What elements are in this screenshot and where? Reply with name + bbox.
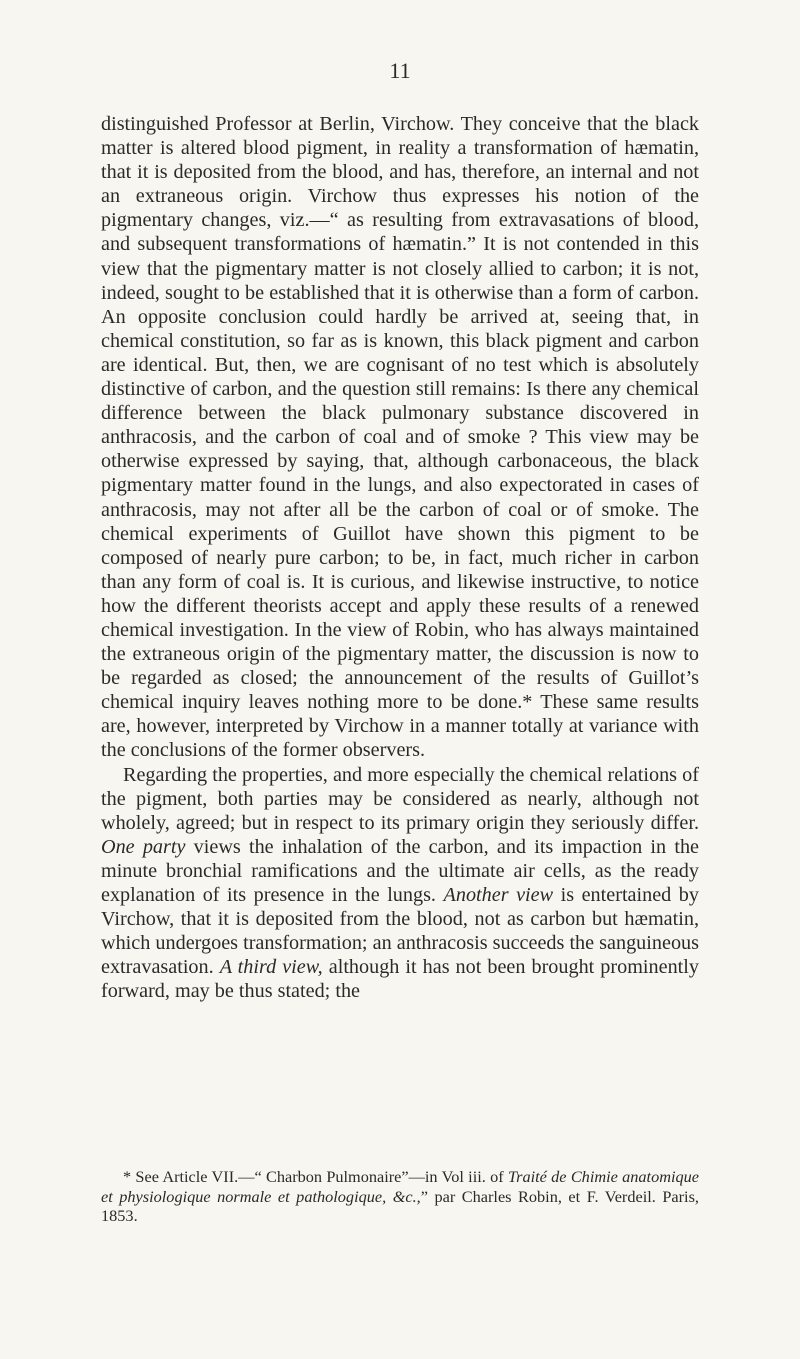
body-text [101, 112, 699, 1003]
footnote-lead: * See Article VII.—“ Charbon Pulmonaire”—in Vol iii. of [123, 1167, 504, 1186]
third-view-text: although it has not been brought prominently forward, may be thus stated; the [101, 956, 699, 1003]
footnote [101, 1167, 699, 1226]
paragraph-2-intro: Regarding the properties, and more especially the chemical relations of the pigment, both parties may be considered as nearly, although not wholely, agreed; but in respect to its primary origin they seriously differ. [101, 763, 699, 834]
footnote-tail: ” par Charles Robin, et F. Verdeil. Paris, 1853. [101, 1186, 699, 1225]
one-party-text: views the inhalation of the carbon, and its impaction in the minute bronchial ramifications and the ultimate air cells, as the ready explanation of its presence in the lungs. [101, 835, 699, 906]
paragraph-2 [101, 763, 699, 1004]
paragraph-1: distinguished Professor at Berlin, Virchow. They conceive that the black matter is altered blood pigment, in reality a transformation of hæmatin, that it is deposited from the blood, and has, therefore, an internal and not an extraneous origin. Virchow thus expresses his notion of the pigmentary changes, viz.—“ as resulting from extravasations of blood, and subsequent transformations of hæmatin.” It is not contended in this view that the pigmentary matter is not closely allied to carbon; it is not, indeed, sought to be established that it is otherwise than a form of carbon. An opposite conclusion could hardly be arrived at, seeing that, in chemical constitution, so far as is known, this black pigment and carbon are identical. But, then, we are cognisant of no test which is absolutely distinctive of carbon, and the question still remains: Is there any chemical difference between the black pulmonary substance discovered in anthracosis, and the carbon of coal and of smoke ? This view may be otherwise expressed by saying, that, although carbonaceous, the black pigmentary matter found in the lungs, and also expectorated in cases of anthracosis, may not after all be the carbon of coal or of smoke. The chemical experiments of Guillot have shown this pigment to be composed of nearly pure carbon; to be, in fact, much richer in carbon than any form of coal is. It is curious, and likewise instructive, to notice how the different theorists accept and apply these results of a renewed chemical investigation. In the view of Robin, who has always maintained the extraneous origin of the pigmentary matter, the discussion is now to be regarded as closed; the announcement of the results of Guillot’s chemical inquiry leaves nothing more to be done.* These same results are, however, interpreted by Virchow in a manner totally at variance with the conclusions of the former observers. [101, 113, 699, 762]
footnote-title: Traité de Chimie anatomique et physiologique normale et pathologique, &c., [101, 1167, 700, 1206]
another-view-label: Another view [443, 884, 554, 906]
page-number: 11 [389, 58, 411, 83]
third-view-label: A third view, [219, 956, 323, 979]
another-view-text: is entertained by Virchow, that it is deposited from the blood, not as carbon but hæmatin, which undergoes transformation; an anthracosis succeeds the sanguineous extravasation. [101, 884, 699, 979]
one-party-label: One party [101, 835, 186, 858]
